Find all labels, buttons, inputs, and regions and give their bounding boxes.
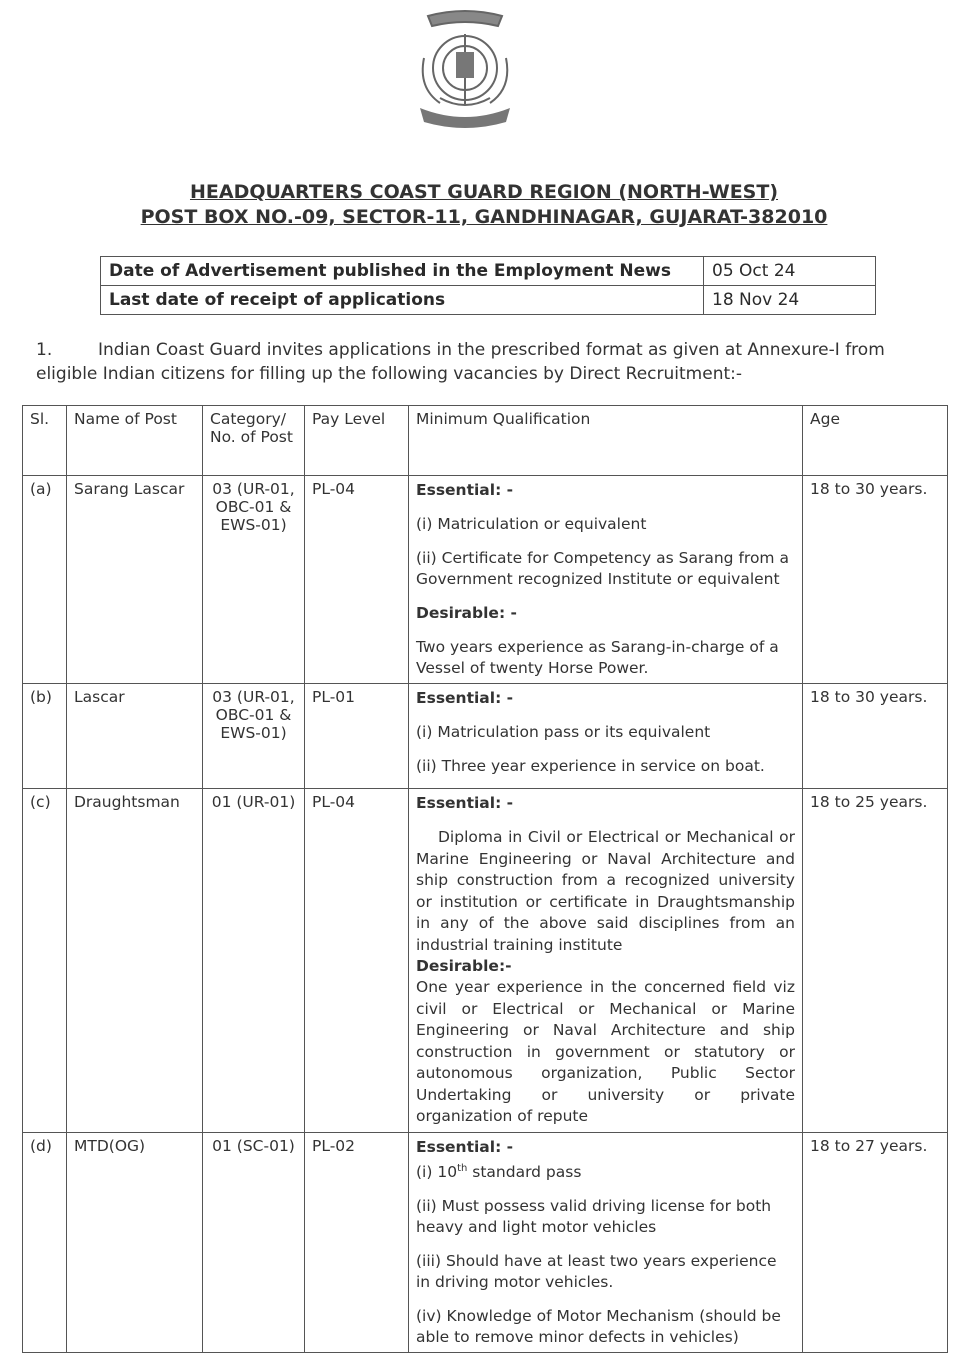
essential-item-suffix: standard pass — [467, 1162, 582, 1181]
header-category: Category/ No. of Post — [203, 406, 305, 476]
row-category: 03 (UR-01, OBC-01 & EWS-01) — [203, 684, 305, 789]
table-row — [23, 789, 948, 1133]
header-post: Name of Post — [67, 406, 203, 476]
table-row — [23, 684, 948, 789]
desirable-label: Desirable: - — [416, 604, 517, 622]
header-line-2: POST BOX NO.-09, SECTOR-11, GANDHINAGAR, GUJARAT-382010 — [140, 206, 828, 228]
row-pay: PL-02 — [305, 1132, 409, 1352]
header-age: Age — [803, 406, 948, 476]
row-pay: PL-04 — [305, 476, 409, 684]
essential-item — [416, 1158, 795, 1183]
table-row — [101, 257, 876, 286]
row-category: 01 (SC-01) — [203, 1132, 305, 1352]
table-header-row — [23, 406, 948, 476]
row-category: 03 (UR-01, OBC-01 & EWS-01) — [203, 476, 305, 684]
row-category: 01 (UR-01) — [203, 789, 305, 1133]
superscript: th — [457, 1162, 468, 1174]
header-line-1: HEADQUARTERS COAST GUARD REGION (NORTH-WEST) — [189, 181, 779, 203]
row-age: 18 to 25 years. — [803, 789, 948, 1133]
essential-label: Essential: - — [416, 1137, 514, 1156]
advertisement-dates-table — [100, 256, 876, 315]
row-age: 18 to 30 years. — [803, 476, 948, 684]
essential-item: (ii) Certificate for Competency as Sarang from a Government recognized Institute or equivalent — [416, 549, 789, 588]
essential-item: (iv) Knowledge of Motor Mechanism (should be able to remove minor defects in vehicles) — [416, 1306, 781, 1346]
advertisement-date-label: Date of Advertisement published in the Employment News — [101, 257, 704, 286]
essential-item-prefix: (i) 10 — [416, 1162, 458, 1181]
row-pay: PL-01 — [305, 684, 409, 789]
desirable-label: Desirable:- — [416, 957, 512, 975]
row-sl: (b) — [23, 684, 67, 789]
row-sl: (d) — [23, 1132, 67, 1352]
row-post: MTD(OG) — [67, 1132, 203, 1352]
row-qualification — [409, 684, 803, 789]
row-post: Lascar — [67, 684, 203, 789]
header-pay: Pay Level — [305, 406, 409, 476]
row-post: Sarang Lascar — [67, 476, 203, 684]
essential-item: (ii) Must possess valid driving license for both heavy and light motor vehicles — [416, 1196, 772, 1236]
essential-text: Diploma in Civil or Electrical or Mechanical or Marine Engineering or Naval Architecture and ship construction from a recognized university or institution or certificate in Draughtsmanship in any of the above said disciplines from an industrial training institute — [416, 828, 795, 954]
last-date-label: Last date of receipt of applications — [101, 286, 704, 315]
row-sl: (a) — [23, 476, 67, 684]
desirable-text: One year experience in the concerned field viz civil or Electrical or Mechanical or Marine Engineering or Naval Architecture and ship construction in government or statutory or autonomous organization, Public Sector Undertaking or university or private organization of repute — [416, 978, 795, 1125]
essential-label: Essential: - — [416, 481, 514, 499]
header-qualification: Minimum Qualification — [409, 406, 803, 476]
row-age: 18 to 30 years. — [803, 684, 948, 789]
table-row — [101, 286, 876, 315]
essential-item: (ii) Three year experience in service on boat. — [416, 757, 765, 775]
desirable-text: Two years experience as Sarang-in-charge of a Vessel of twenty Horse Power. — [416, 638, 779, 677]
row-qualification — [409, 1132, 803, 1352]
advertisement-date-value: 05 Oct 24 — [704, 257, 876, 286]
essential-item: (iii) Should have at least two years experience in driving motor vehicles. — [416, 1251, 777, 1291]
last-date-value: 18 Nov 24 — [704, 286, 876, 315]
intro-text: Indian Coast Guard invites applications in the prescribed format as given at Annexure-I from eligible Indian citizens for filling up the following vacancies by Direct Recruitment:- — [36, 340, 885, 384]
table-row — [23, 476, 948, 684]
vacancy-table — [22, 405, 948, 1353]
row-sl: (c) — [23, 789, 67, 1133]
row-qualification — [409, 476, 803, 684]
essential-item: (i) Matriculation pass or its equivalent — [416, 723, 711, 741]
intro-paragraph — [36, 338, 916, 386]
row-post: Draughtsman — [67, 789, 203, 1133]
table-row — [23, 1132, 948, 1352]
row-pay: PL-04 — [305, 789, 409, 1133]
row-qualification — [409, 789, 803, 1133]
header-sl: Sl. — [23, 406, 67, 476]
essential-item: (i) Matriculation or equivalent — [416, 515, 647, 533]
essential-label: Essential: - — [416, 794, 514, 812]
paragraph-number: 1. — [36, 340, 53, 360]
coast-guard-emblem — [410, 8, 520, 130]
essential-label: Essential: - — [416, 689, 514, 707]
row-age: 18 to 27 years. — [803, 1132, 948, 1352]
